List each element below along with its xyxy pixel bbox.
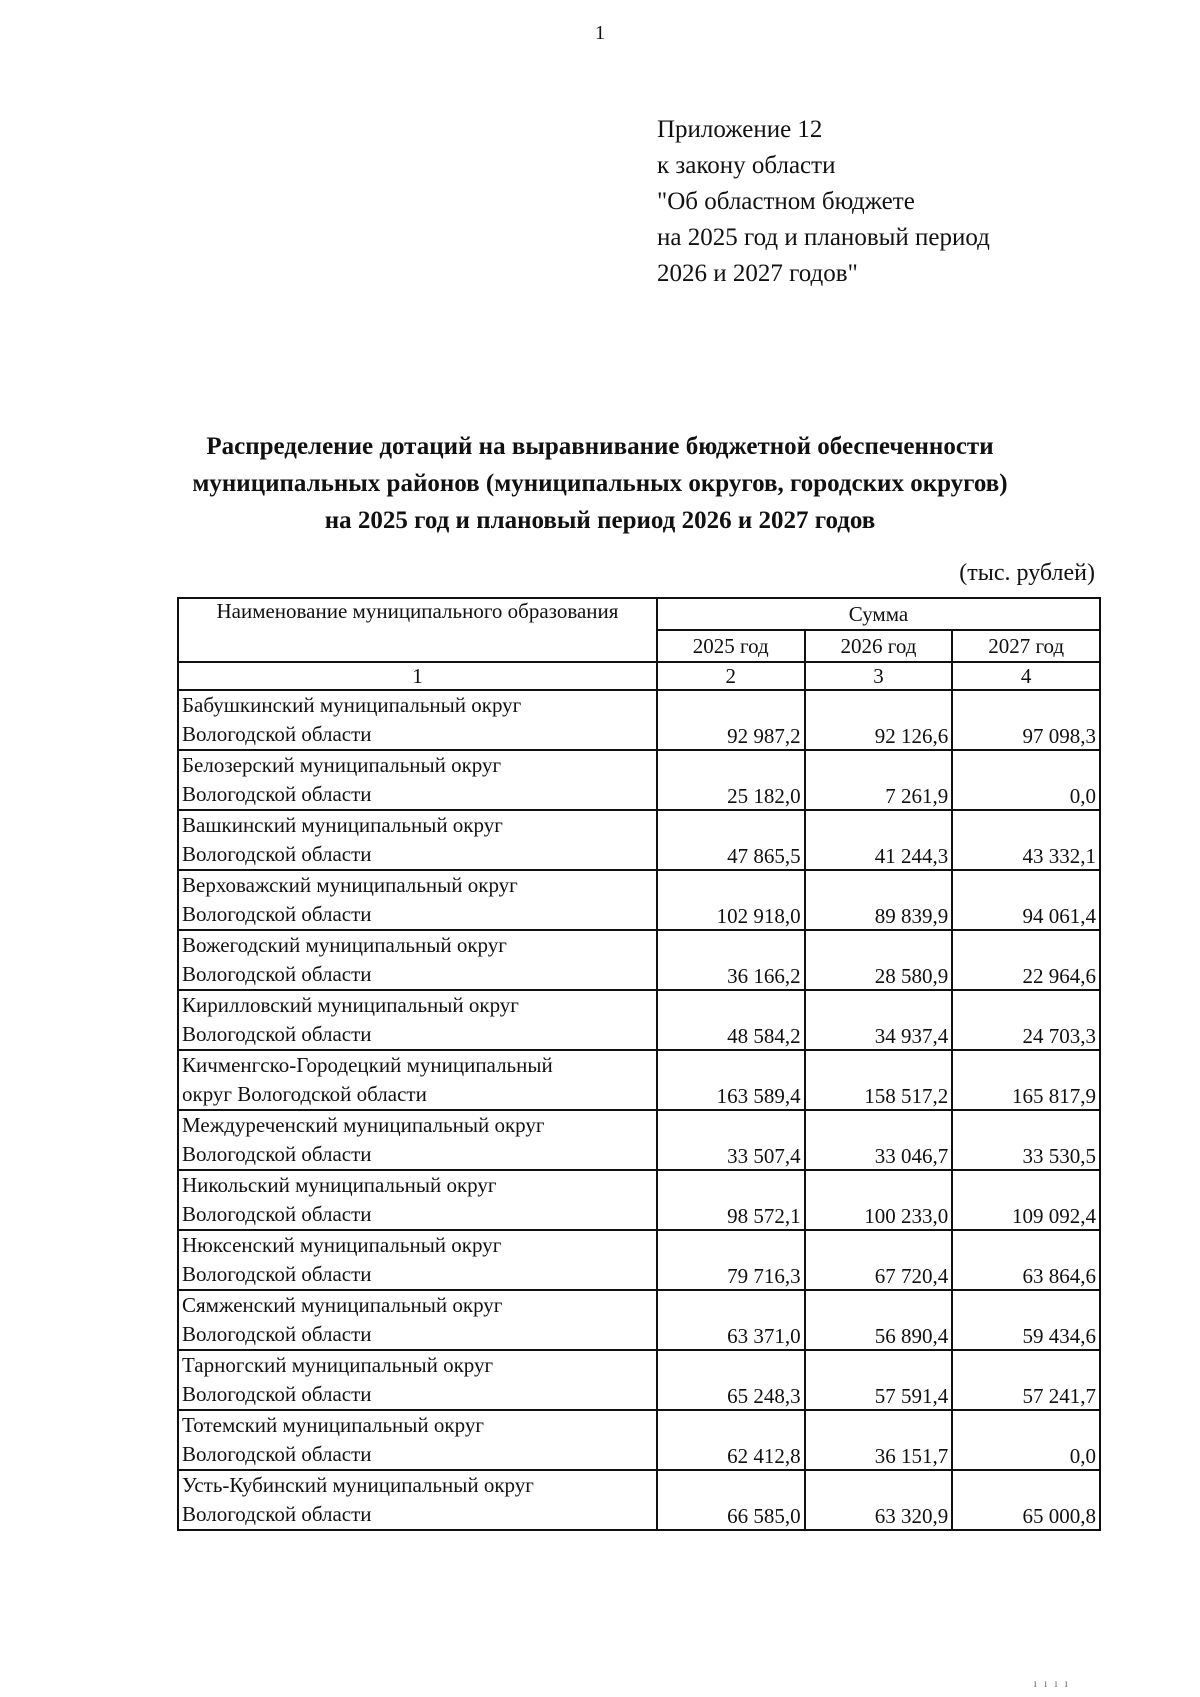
municipality-name-line: Вологодской области (182, 722, 372, 746)
municipality-name (178, 1050, 657, 1110)
appendix-line: Приложение 12 (657, 116, 823, 143)
appendix-line: на 2025 год и плановый период (657, 224, 990, 251)
municipality-name (178, 810, 657, 870)
municipality-name (178, 990, 657, 1050)
municipality-name-line: Белозерский муниципальный округ (182, 753, 502, 777)
amount-2027: 109 092,4 (952, 1170, 1100, 1230)
municipality-name (178, 1110, 657, 1170)
amount-2027: 0,0 (952, 1410, 1100, 1470)
amount-2025: 163 589,4 (657, 1050, 805, 1110)
header-index: 1 (178, 662, 657, 690)
amount-2026: 100 233,0 (805, 1170, 953, 1230)
header-index: 2 (657, 662, 805, 690)
amount-2025: 65 248,3 (657, 1350, 805, 1410)
page-number: 1 (595, 22, 605, 44)
appendix-line: 2026 и 2027 годов" (657, 260, 858, 287)
amount-2025: 25 182,0 (657, 750, 805, 810)
municipality-name (178, 750, 657, 810)
table-row (178, 870, 1100, 930)
municipality-name (178, 1290, 657, 1350)
amount-2026: 89 839,9 (805, 870, 953, 930)
municipality-name-line: Нюксенский муниципальный округ (182, 1233, 502, 1257)
municipality-name-line: Никольский муниципальный округ (182, 1173, 497, 1197)
amount-2026: 158 517,2 (805, 1050, 953, 1110)
municipality-name (178, 1410, 657, 1470)
municipality-name-line: округ Вологодской области (182, 1082, 427, 1106)
municipality-name-line: Вологодской области (182, 1142, 372, 1166)
municipality-name-line: Кичменгско-Городецкий муниципальный (182, 1053, 553, 1077)
municipality-name-line: Вологодской области (182, 962, 372, 986)
table-row (178, 1410, 1100, 1470)
amount-2025: 92 987,2 (657, 690, 805, 750)
appendix-block (657, 112, 990, 292)
table-row (178, 1290, 1100, 1350)
amount-2027: 63 864,6 (952, 1230, 1100, 1290)
amount-2027: 57 241,7 (952, 1350, 1100, 1410)
municipality-name-line: Вологодской области (182, 1442, 372, 1466)
document-title (130, 428, 1070, 539)
amount-2027: 24 703,3 (952, 990, 1100, 1050)
amount-2025: 98 572,1 (657, 1170, 805, 1230)
title-line: Распределение дотаций на выравнивание бюджетной обеспеченности (206, 433, 994, 460)
table-row (178, 750, 1100, 810)
amount-2026: 41 244,3 (805, 810, 953, 870)
subsidy-table (177, 597, 1101, 1531)
table-row (178, 1170, 1100, 1230)
municipality-name-line: Вологодской области (182, 1322, 372, 1346)
municipality-name-line: Вологодской области (182, 1202, 372, 1226)
municipality-name-line: Вологодской области (182, 1262, 372, 1286)
table-row (178, 1110, 1100, 1170)
amount-2025: 33 507,4 (657, 1110, 805, 1170)
units-label: (тыс. рублей) (959, 560, 1095, 586)
amount-2027: 22 964,6 (952, 930, 1100, 990)
amount-2025: 48 584,2 (657, 990, 805, 1050)
municipality-name-line: Усть-Кубинский муниципальный округ (182, 1473, 534, 1497)
amount-2027: 97 098,3 (952, 690, 1100, 750)
table-row (178, 990, 1100, 1050)
municipality-name-line: Кирилловский муниципальный округ (182, 993, 519, 1017)
amount-2025: 102 918,0 (657, 870, 805, 930)
table-row (178, 690, 1100, 750)
amount-2027: 165 817,9 (952, 1050, 1100, 1110)
header-sum: Сумма (657, 598, 1100, 630)
municipality-name-line: Вологодской области (182, 902, 372, 926)
header-year-2027: 2027 год (952, 630, 1100, 662)
title-line: муниципальных районов (муниципальных округов, городских округов) (192, 470, 1008, 497)
scan-mark: ı ı ı ı (1033, 1676, 1070, 1690)
municipality-name-line: Вологодской области (182, 1382, 372, 1406)
table-row (178, 1050, 1100, 1110)
amount-2027: 33 530,5 (952, 1110, 1100, 1170)
amount-2027: 0,0 (952, 750, 1100, 810)
municipality-name-line: Верховажский муниципальный округ (182, 873, 518, 897)
amount-2026: 67 720,4 (805, 1230, 953, 1290)
amount-2025: 47 865,5 (657, 810, 805, 870)
municipality-name-line: Вологодской области (182, 842, 372, 866)
municipality-name-line: Междуреченский муниципальный округ (182, 1113, 545, 1137)
table-row (178, 930, 1100, 990)
municipality-name-line: Вашкинский муниципальный округ (182, 813, 503, 837)
municipality-name-line: Тарногский муниципальный округ (182, 1353, 494, 1377)
municipality-name (178, 870, 657, 930)
amount-2025: 79 716,3 (657, 1230, 805, 1290)
header-year-2025: 2025 год (657, 630, 805, 662)
table-row (178, 1230, 1100, 1290)
amount-2027: 43 332,1 (952, 810, 1100, 870)
header-year-2026: 2026 год (805, 630, 953, 662)
title-line: на 2025 год и плановый период 2026 и 2027 годов (324, 507, 876, 534)
header-index: 3 (805, 662, 953, 690)
amount-2027: 59 434,6 (952, 1290, 1100, 1350)
municipality-name-line: Сямженский муниципальный округ (182, 1293, 503, 1317)
table-row (178, 810, 1100, 870)
amount-2025: 66 585,0 (657, 1470, 805, 1530)
amount-2026: 57 591,4 (805, 1350, 953, 1410)
table-row (178, 1350, 1100, 1410)
amount-2027: 94 061,4 (952, 870, 1100, 930)
amount-2026: 56 890,4 (805, 1290, 953, 1350)
municipality-name-line: Тотемский муниципальный округ (182, 1413, 484, 1437)
municipality-name (178, 1170, 657, 1230)
amount-2026: 36 151,7 (805, 1410, 953, 1470)
header-index: 4 (952, 662, 1100, 690)
municipality-name (178, 690, 657, 750)
amount-2026: 28 580,9 (805, 930, 953, 990)
amount-2026: 63 320,9 (805, 1470, 953, 1530)
municipality-name (178, 1230, 657, 1290)
amount-2025: 36 166,2 (657, 930, 805, 990)
amount-2026: 92 126,6 (805, 690, 953, 750)
amount-2026: 34 937,4 (805, 990, 953, 1050)
appendix-line: "Об областном бюджете (657, 188, 915, 215)
municipality-name (178, 1470, 657, 1530)
table-body (178, 690, 1100, 1530)
amount-2025: 63 371,0 (657, 1290, 805, 1350)
municipality-name-line: Вологодской области (182, 1022, 372, 1046)
appendix-line: к закону области (657, 152, 836, 179)
amount-2026: 7 261,9 (805, 750, 953, 810)
amount-2026: 33 046,7 (805, 1110, 953, 1170)
header-name: Наименование муниципального образования (178, 598, 657, 662)
amount-2027: 65 000,8 (952, 1470, 1100, 1530)
municipality-name (178, 930, 657, 990)
municipality-name-line: Вологодской области (182, 1502, 372, 1526)
municipality-name-line: Вожегодский муниципальный округ (182, 933, 507, 957)
municipality-name-line: Бабушкинский муниципальный округ (182, 693, 522, 717)
amount-2025: 62 412,8 (657, 1410, 805, 1470)
municipality-name-line: Вологодской области (182, 782, 372, 806)
table-row (178, 1470, 1100, 1530)
municipality-name (178, 1350, 657, 1410)
